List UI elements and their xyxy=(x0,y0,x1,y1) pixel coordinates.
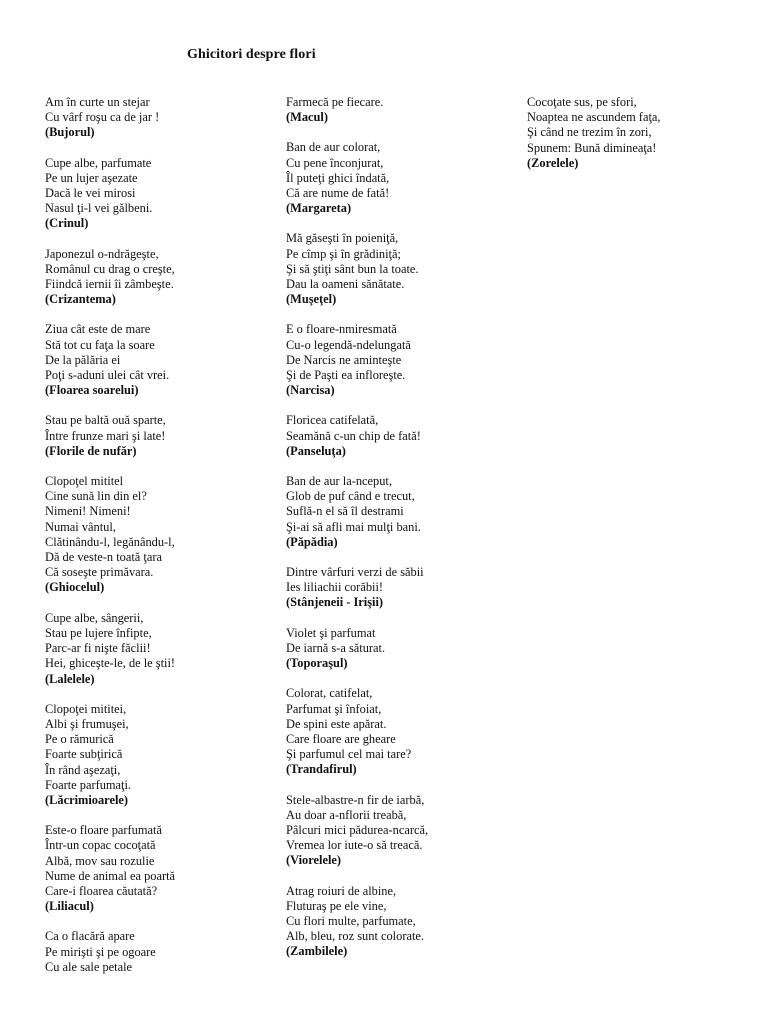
riddle-line: Dacă le vei mirosi xyxy=(45,186,136,201)
riddle-line: Nasul ţi-l vei gălbeni. xyxy=(45,201,153,216)
riddle-line: Pe un lujer aşezate xyxy=(45,170,138,185)
riddle-line: Au doar a-nflorii treabă, xyxy=(286,807,407,822)
riddle xyxy=(45,611,275,687)
riddle-answer: (Stânjeneii - Irişii) xyxy=(286,595,384,610)
riddle-line: Atrag roiuri de albine, xyxy=(286,883,397,898)
riddle xyxy=(45,929,275,975)
riddle-line: Nume de animal ea poartă xyxy=(45,868,176,883)
riddle-line: Dintre vârfuri verzi de săbii xyxy=(286,565,424,580)
riddle-answer: (Panseluţa) xyxy=(286,443,346,458)
riddle xyxy=(286,231,516,307)
riddle-line: Numai vântul, xyxy=(45,519,116,534)
riddle-line: Colorat, catifelat, xyxy=(286,686,373,701)
riddle-line: Cu vârf roşu ca de jar ! xyxy=(45,110,160,125)
riddle-answer: (Bujorul) xyxy=(45,125,95,140)
riddle xyxy=(286,140,516,216)
riddle-answer: (Ghiocelul) xyxy=(45,580,105,595)
riddle-answer: (Margareta) xyxy=(286,201,352,216)
riddle-line: Care floare are gheare xyxy=(286,731,396,746)
riddle xyxy=(45,95,275,141)
riddle-answer: (Florile de nufăr) xyxy=(45,443,137,458)
riddle-line: Cupe albe, sângerii, xyxy=(45,610,144,625)
riddle xyxy=(45,474,275,596)
riddle-line: Cupe albe, parfumate xyxy=(45,155,152,170)
riddle-line: Stau pe lujere înfipte, xyxy=(45,625,152,640)
riddle-line: Că soseşte primăvara. xyxy=(45,565,154,580)
riddle-line: Alb, bleu, roz sunt colorate. xyxy=(286,929,424,944)
riddle xyxy=(45,823,275,914)
riddle-answer: (Crinul) xyxy=(45,216,89,231)
riddle xyxy=(45,322,275,398)
riddle-answer: (Muşeţel) xyxy=(286,292,337,307)
riddle-line: Mă găseşti în poieniţă, xyxy=(286,231,399,246)
riddle-column-2 xyxy=(286,95,516,975)
riddle-answer: (Toporaşul) xyxy=(286,656,348,671)
riddle-line: E o floare-nmiresmată xyxy=(286,322,397,337)
riddle-line: Şi de Paşti ea infloreşte. xyxy=(286,368,406,383)
riddle-line: Seamănă c-un chip de fată! xyxy=(286,428,421,443)
riddle-answer: (Trandafirul) xyxy=(286,762,357,777)
riddle-line: Pe cîmp şi în grădiniţă; xyxy=(286,246,401,261)
riddle-line: Pâlcuri mici pădurea-ncarcă, xyxy=(286,822,429,837)
riddle-column-3 xyxy=(527,95,757,186)
riddle-line: Cu flori multe, parfumate, xyxy=(286,913,416,928)
riddle-line: Albi şi frumuşei, xyxy=(45,716,129,731)
riddle-line: Fiindcă iernii îi zâmbeşte. xyxy=(45,277,174,292)
riddle-answer: (Viorelele) xyxy=(286,853,342,868)
riddle-line: Dau la oameni sănătate. xyxy=(286,277,405,292)
riddle xyxy=(286,884,516,960)
riddle xyxy=(45,247,275,308)
riddle-line: Poţi s-aduni ulei cât vrei. xyxy=(45,368,170,383)
riddle-line: Noaptea ne ascundem faţa, xyxy=(527,110,661,125)
riddle xyxy=(286,793,516,869)
riddle-line: Stă tot cu faţa la soare xyxy=(45,337,155,352)
riddle-line: Floricea catifelată, xyxy=(286,413,379,428)
riddle-line: Între frunze mari şi late! xyxy=(45,428,166,443)
riddle-line: Ies liliachii corăbii! xyxy=(286,580,384,595)
riddle xyxy=(286,322,516,398)
riddle-line: Că are nume de fată! xyxy=(286,186,390,201)
document-title: Ghicitori despre flori xyxy=(187,47,316,62)
riddle xyxy=(286,626,516,672)
riddle-line: Ban de aur colorat, xyxy=(286,140,381,155)
riddle-line: Vremea lor iute-o să treacă. xyxy=(286,838,423,853)
riddle-line: Care-i floarea căutată? xyxy=(45,883,158,898)
riddle-line: Clopoţel mititel xyxy=(45,474,124,489)
riddle-answer: (Narcisa) xyxy=(286,383,335,398)
riddle-line: De spini este apărat. xyxy=(286,716,387,731)
riddle-line: Stau pe baltă ouă sparte, xyxy=(45,413,166,428)
riddle-line: Fluturaş pe ele vine, xyxy=(286,898,387,913)
riddle-line: Ziua cât este de mare xyxy=(45,322,151,337)
riddle-answer: (Lalelele) xyxy=(45,671,95,686)
riddle-line: Farmecă pe fiecare. xyxy=(286,95,384,109)
riddle-line: Şi când ne trezim în zori, xyxy=(527,125,652,140)
riddle xyxy=(45,156,275,232)
riddle-line: Clopoţei mititei, xyxy=(45,701,127,716)
riddle xyxy=(45,413,275,459)
riddle-line: Violet şi parfumat xyxy=(286,625,376,640)
riddle-answer: (Floarea soarelui) xyxy=(45,383,139,398)
riddle-line: Cine sună lin din el? xyxy=(45,489,147,504)
riddle-line: Hei, ghiceşte-le, de le ştii! xyxy=(45,656,176,671)
riddle xyxy=(286,686,516,777)
riddle-line: De Narcis ne aminteşte xyxy=(286,352,402,367)
riddle-line: Parc-ar fi nişte făclii! xyxy=(45,641,151,656)
riddle-answer: (Zambilele) xyxy=(286,944,348,959)
riddle-line: Cocoţate sus, pe sfori, xyxy=(527,95,637,109)
riddle-line: Foarte parfumaţi. xyxy=(45,777,132,792)
riddle-line: Pe mirişti şi pe ogoare xyxy=(45,944,156,959)
riddle xyxy=(286,474,516,550)
riddle-line: Am în curte un stejar xyxy=(45,95,150,109)
riddle xyxy=(286,95,516,125)
riddle-line: Îl puteţi ghici îndată, xyxy=(286,170,390,185)
riddle-line: Parfumat şi înfoiat, xyxy=(286,701,382,716)
riddle-line: Foarte subţirică xyxy=(45,747,123,762)
riddle-line: Glob de puf când e trecut, xyxy=(286,489,415,504)
riddle-line: Şi să ştiţi sânt bun la toate. xyxy=(286,261,419,276)
riddle-line: Stele-albastre-n fir de iarbă, xyxy=(286,792,425,807)
riddle-line: Cu ale sale petale xyxy=(45,959,133,974)
riddle-line: Cu-o legendă-ndelungată xyxy=(286,337,411,352)
riddle-answer: (Lăcrimioarele) xyxy=(45,792,129,807)
riddle-line: Cu pene înconjurat, xyxy=(286,155,384,170)
riddle-line: Nimeni! Nimeni! xyxy=(45,504,131,519)
riddle-line: Şi parfumul cel mai tare? xyxy=(286,747,412,762)
riddle-line: Românul cu drag o creşte, xyxy=(45,261,175,276)
riddle-line: De iarnă s-a săturat. xyxy=(286,640,386,655)
riddle-answer: (Crizantema) xyxy=(45,292,116,307)
riddle-answer: (Macul) xyxy=(286,110,328,125)
riddle-line: Pe o rămurică xyxy=(45,732,114,747)
riddle-column-1 xyxy=(45,95,275,990)
riddle-line: Suflă-n el să îl destrami xyxy=(286,504,404,519)
riddle-answer: (Zorelele) xyxy=(527,155,579,170)
riddle-line: Japonezul o-ndrăgeşte, xyxy=(45,246,159,261)
riddle-line: Şi-ai să afli mai mulţi bani. xyxy=(286,519,421,534)
riddle xyxy=(527,95,757,171)
riddle-line: Albă, mov sau rozulie xyxy=(45,853,155,868)
riddle-line: Clătinându-l, legănându-l, xyxy=(45,534,175,549)
riddle-line: În rând aşezaţi, xyxy=(45,762,121,777)
riddle xyxy=(45,702,275,808)
riddle-line: Ban de aur la-nceput, xyxy=(286,474,392,489)
riddle-line: Este-o floare parfumată xyxy=(45,823,162,838)
riddle-line: Ca o flacără apare xyxy=(45,929,135,944)
riddle-line: Dă de veste-n toată ţara xyxy=(45,550,162,565)
riddle xyxy=(286,413,516,459)
riddle-line: Spunem: Bună dimineaţa! xyxy=(527,140,657,155)
riddle-answer: (Păpădia) xyxy=(286,534,338,549)
riddle-line: De la pălăria ei xyxy=(45,352,121,367)
riddle-answer: (Liliacul) xyxy=(45,899,94,914)
riddle-line: Într-un copac cocoţată xyxy=(45,838,156,853)
riddle xyxy=(286,565,516,611)
